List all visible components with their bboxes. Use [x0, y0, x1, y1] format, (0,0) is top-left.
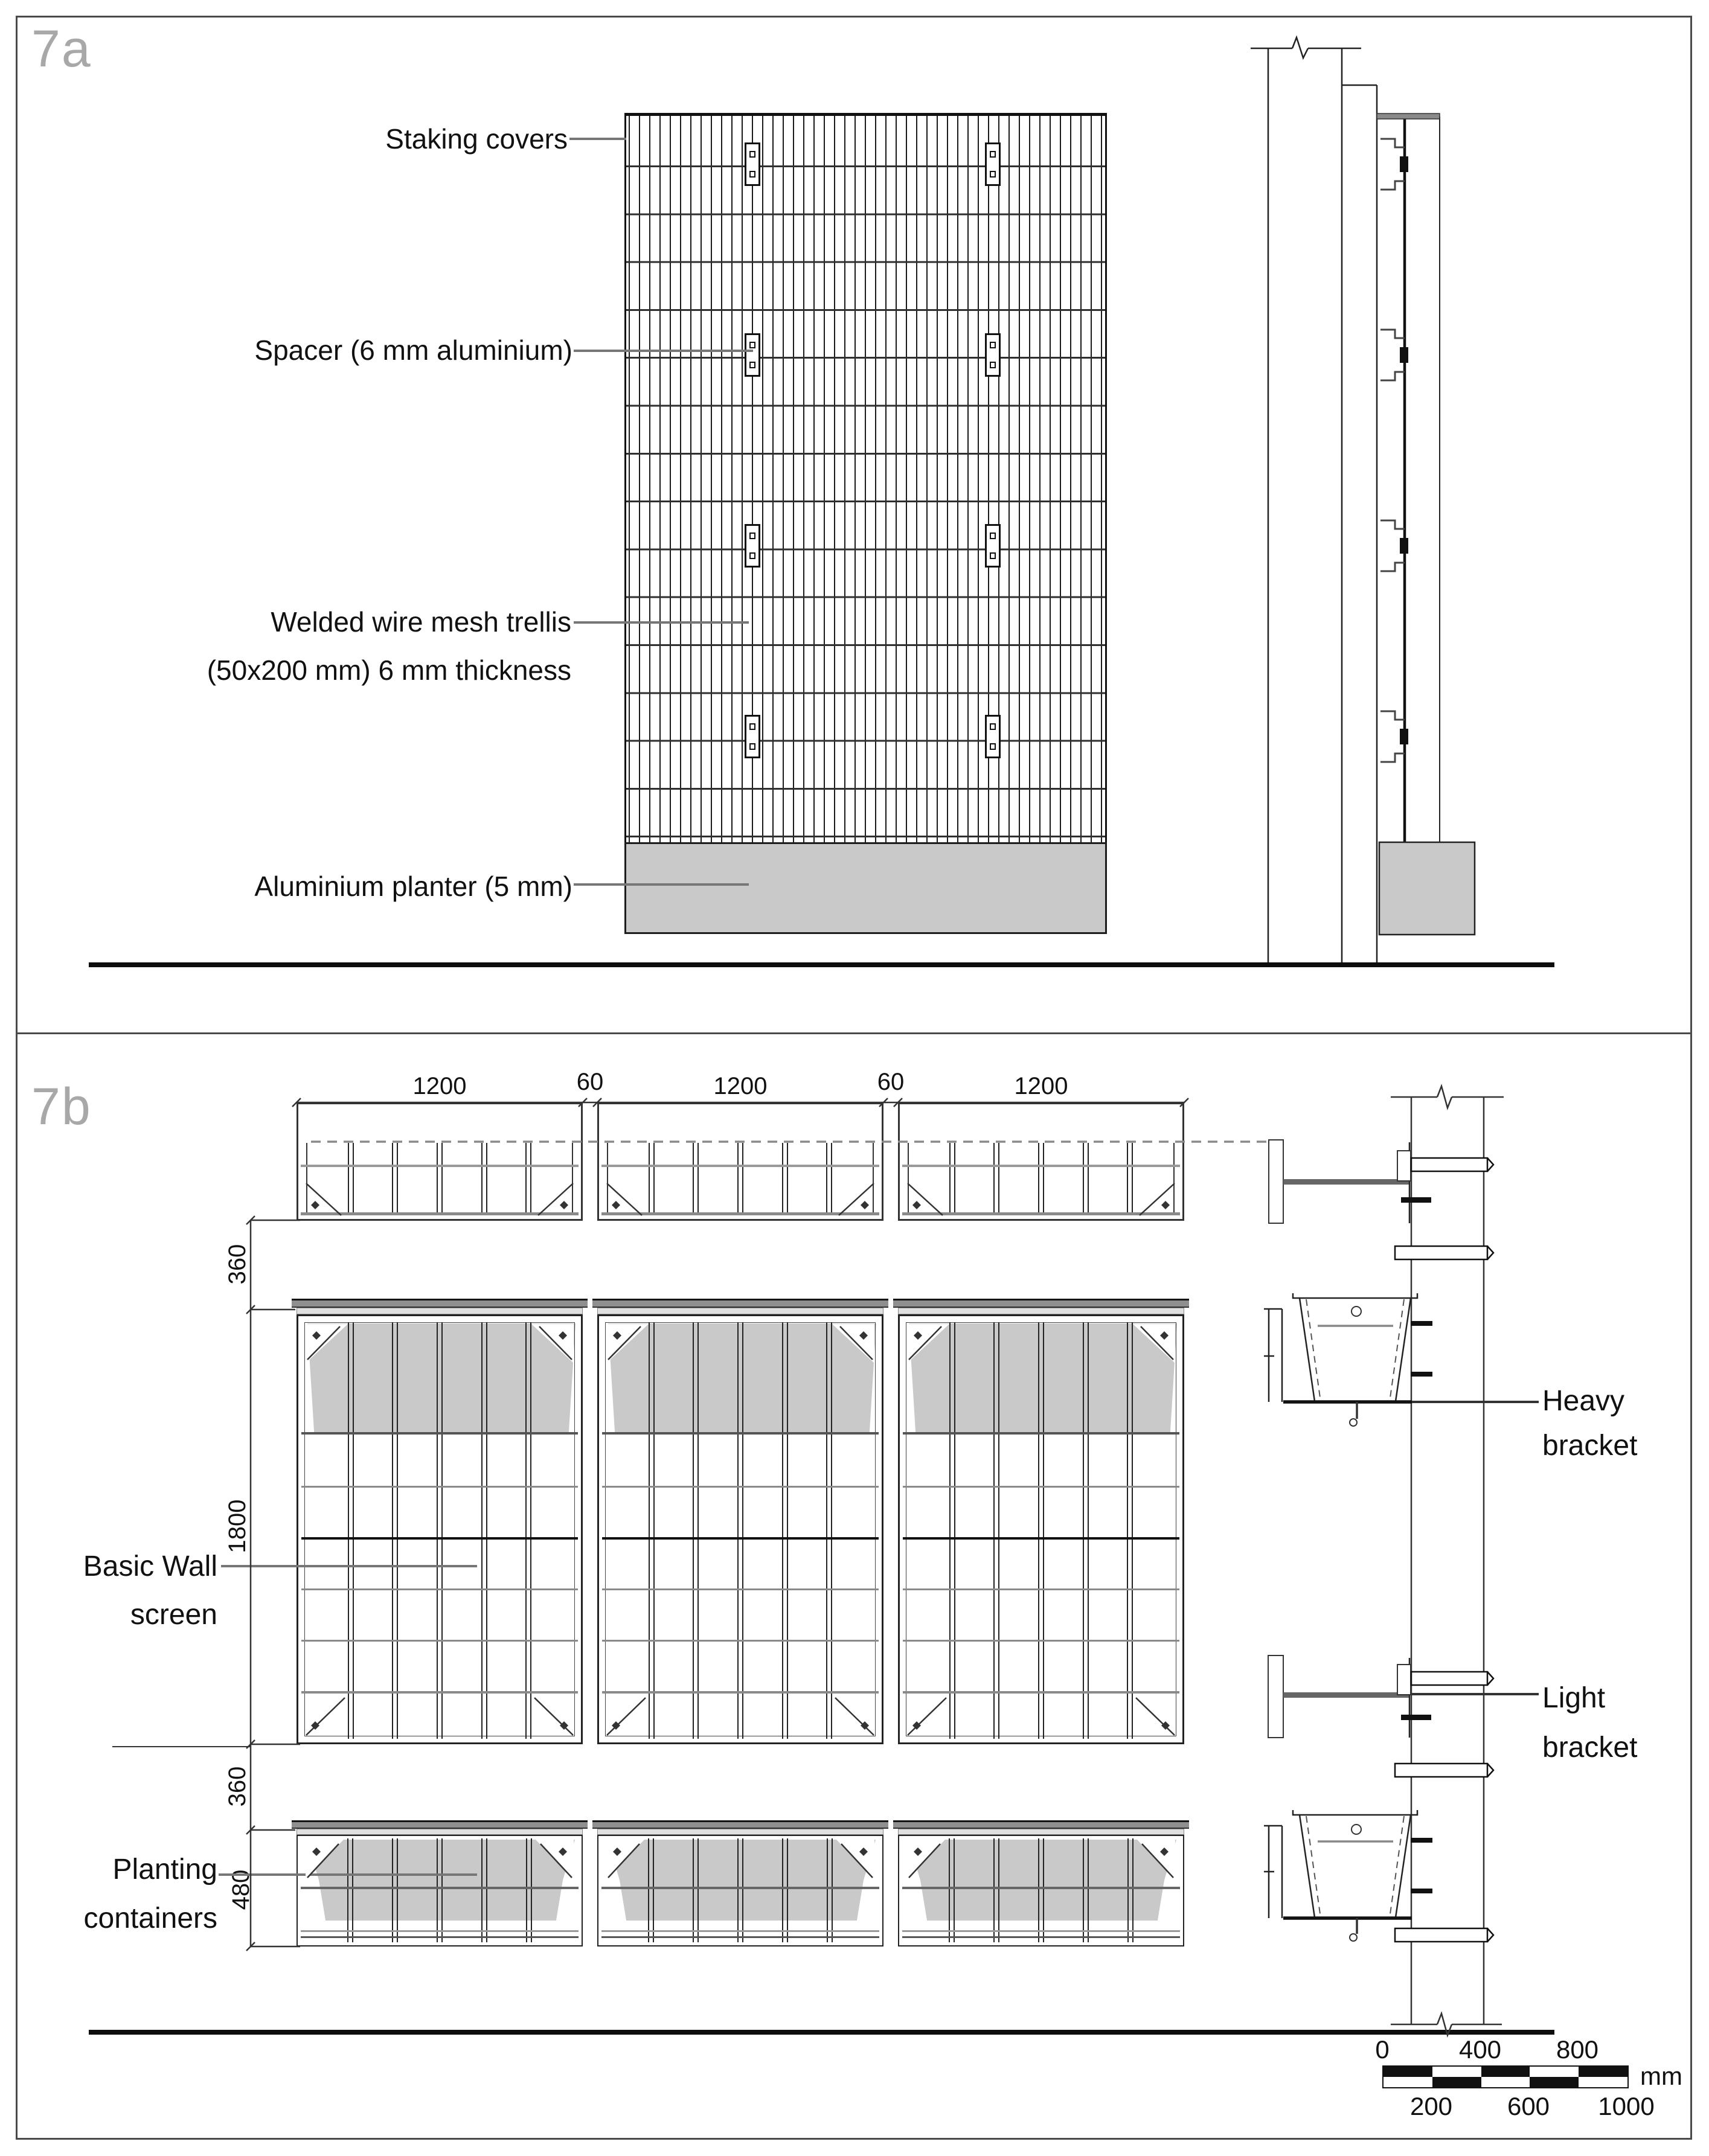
vertical-bar: [826, 1322, 832, 1739]
container-cap-rail: [592, 1820, 888, 1829]
clip-bolt: [990, 362, 996, 368]
dimension-bottom-offset: 360: [224, 1766, 251, 1807]
vertical-bar: [1083, 1838, 1089, 1942]
vertical-bar: [827, 1838, 833, 1942]
scale-bar: [1382, 2065, 1629, 2088]
dimension-screen-height: 1800: [224, 1499, 251, 1553]
screen-frame: [898, 1314, 1184, 1744]
grid-line: [301, 1887, 579, 1889]
strip-bottom-rail: [601, 1212, 879, 1215]
vertical-bar: [437, 1838, 443, 1942]
dimension-module-width: 1200: [713, 1073, 768, 1099]
label-planting-containers-line2: containers: [83, 1902, 217, 1934]
grid-line: [602, 1432, 879, 1435]
container-cap-rail: [292, 1299, 588, 1308]
dimension-top-offset: 360: [224, 1244, 251, 1285]
clip-bolt: [990, 342, 996, 348]
vertical-bar: [782, 1322, 788, 1739]
grid-line: [602, 1486, 879, 1488]
grid-line: [902, 1930, 1180, 1932]
label-mesh-trellis-line2: (50x200 mm) 6 mm thickness: [207, 654, 571, 686]
vertical-bar: [826, 1143, 832, 1215]
vertical-bar: [437, 1322, 443, 1739]
basic-wall-screen-module: [592, 1299, 888, 1744]
planting-container-module: [893, 1820, 1189, 1946]
vertical-bar: [437, 1143, 443, 1215]
scale-unit: mm: [1640, 2062, 1682, 2090]
grid-line: [902, 1887, 1180, 1889]
container-sub-rail: [597, 1308, 883, 1314]
strip-rail: [902, 1165, 1180, 1167]
dimension-container-height: 480: [228, 1869, 254, 1910]
basic-wall-screen-module: [292, 1299, 588, 1744]
clip-bolt: [749, 552, 755, 559]
vertical-bar: [1083, 1143, 1089, 1215]
strip-bottom-rail: [902, 1212, 1180, 1215]
clip-bolt: [990, 552, 996, 559]
strip-rail: [601, 1165, 879, 1167]
vertical-bar: [1127, 1322, 1133, 1739]
basic-wall-screen-module: [893, 1299, 1189, 1744]
vertical-bar: [993, 1838, 999, 1942]
container-sub-rail: [898, 1829, 1184, 1835]
vertical-bar: [782, 1838, 788, 1942]
vertical-bar: [1127, 1143, 1133, 1215]
strip-rail: [301, 1165, 579, 1167]
grid-line: [903, 1537, 1179, 1540]
grid-line: [602, 1640, 879, 1642]
strip-vertical-bars: [908, 1143, 1175, 1215]
vertical-bar: [693, 1322, 699, 1739]
clip-bolt: [990, 533, 996, 539]
vertical-bar: [348, 1143, 354, 1215]
mesh-horizontal-wires: [626, 165, 1105, 842]
grid-line: [301, 1537, 578, 1540]
spacer-clip: [745, 142, 760, 186]
vertical-bar: [392, 1143, 398, 1215]
vertical-bar: [993, 1322, 999, 1739]
scale-label-200: 200: [1409, 2092, 1453, 2120]
grid-line: [301, 1936, 579, 1938]
scale-label-800: 800: [1556, 2035, 1599, 2064]
vertical-bar: [392, 1838, 398, 1942]
vertical-bar: [1038, 1322, 1044, 1739]
vertical-bar: [1038, 1838, 1044, 1942]
clip-bolt: [990, 151, 996, 158]
clip-bolt: [749, 342, 755, 348]
screen-vertical-bars: [306, 1322, 573, 1739]
panel-divider-line: [16, 1032, 1692, 1034]
grid-line: [903, 1432, 1179, 1435]
grid-line: [301, 1640, 578, 1642]
vertical-bar: [525, 1143, 531, 1215]
container-vertical-bars: [606, 1838, 874, 1942]
scale-label-600: 600: [1507, 2092, 1550, 2120]
screen-vertical-bars: [607, 1322, 874, 1739]
vertical-bar: [526, 1838, 532, 1942]
label-planting-containers-line1: Planting: [112, 1854, 217, 1886]
mesh-trellis-front-view: [624, 113, 1107, 842]
spacer-clip: [985, 715, 1001, 758]
label-aluminium-planter: Aluminium planter (5 mm): [254, 871, 572, 902]
screen-frame: [597, 1314, 883, 1744]
spacer-clip: [745, 715, 760, 758]
label-mesh-trellis-line1: Welded wire mesh trellis: [271, 606, 571, 638]
vertical-bar: [481, 1322, 487, 1739]
grid-line: [301, 1486, 578, 1488]
spacer-clip: [985, 142, 1001, 186]
clip-bolt: [749, 151, 755, 158]
vertical-bar: [737, 1143, 743, 1215]
vertical-bar: [648, 1838, 654, 1942]
screen-vertical-bars: [908, 1322, 1175, 1739]
spacer-clip: [745, 333, 760, 377]
vertical-bar: [348, 1322, 354, 1739]
vertical-bar: [782, 1143, 788, 1215]
dimension-module-width: 1200: [1014, 1073, 1068, 1099]
dimension-module-gap: 60: [576, 1069, 604, 1095]
vertical-bar: [347, 1838, 353, 1942]
container-sub-rail: [297, 1308, 583, 1314]
spacer-clip: [985, 524, 1001, 568]
figure-7a-label: 7a: [31, 20, 92, 78]
clip-bolt: [990, 723, 996, 730]
ground-line-7a: [89, 962, 1554, 967]
strip-vertical-bars: [607, 1143, 874, 1215]
screen-top-strip-module: [898, 1102, 1184, 1221]
grid-line: [301, 1930, 579, 1932]
vertical-bar: [392, 1322, 398, 1739]
container-vertical-bars: [306, 1838, 574, 1942]
ground-line-7b: [89, 2030, 1554, 2035]
vertical-bar: [649, 1322, 655, 1739]
vertical-bar: [481, 1143, 487, 1215]
container-frame: [297, 1835, 583, 1946]
container-sub-rail: [297, 1829, 583, 1835]
screen-frame: [297, 1314, 583, 1744]
container-sub-rail: [597, 1829, 883, 1835]
vertical-bar: [993, 1143, 999, 1215]
clip-bolt: [749, 533, 755, 539]
clip-bolt: [749, 171, 755, 178]
vertical-bar: [949, 1838, 955, 1942]
grid-line: [903, 1486, 1179, 1488]
vertical-bar: [1038, 1143, 1044, 1215]
container-vertical-bars: [907, 1838, 1175, 1942]
planting-container-module: [592, 1820, 888, 1946]
grid-line: [602, 1588, 879, 1590]
grid-line: [903, 1691, 1179, 1694]
scale-label-400: 400: [1458, 2035, 1502, 2064]
clip-bolt: [749, 723, 755, 730]
label-basic-wall-screen-line1: Basic Wall: [83, 1550, 217, 1582]
container-frame: [597, 1835, 883, 1946]
grid-line: [602, 1537, 879, 1540]
vertical-bar: [649, 1143, 655, 1215]
label-heavy-bracket-line1: Heavy: [1542, 1385, 1625, 1417]
container-cap-rail: [893, 1299, 1189, 1308]
clip-bolt: [990, 171, 996, 178]
grid-line: [301, 1691, 578, 1694]
grid-line: [602, 1691, 879, 1694]
label-heavy-bracket-line2: bracket: [1542, 1430, 1638, 1462]
grid-line: [601, 1887, 879, 1889]
vertical-bar: [525, 1322, 531, 1739]
screen-top-strip-module: [597, 1102, 883, 1221]
grid-line: [902, 1936, 1180, 1938]
label-spacer: Spacer (6 mm aluminium): [254, 334, 572, 366]
container-sub-rail: [898, 1308, 1184, 1314]
vertical-bar: [1127, 1838, 1133, 1942]
scale-label-1000: 1000: [1598, 2092, 1655, 2120]
grid-line: [301, 1588, 578, 1590]
vertical-bar: [1083, 1322, 1089, 1739]
grid-line: [903, 1588, 1179, 1590]
vertical-bar: [737, 1322, 743, 1739]
spacer-clip: [745, 524, 760, 568]
strip-bottom-rail: [301, 1212, 579, 1215]
container-cap-rail: [893, 1820, 1189, 1829]
clip-bolt: [749, 362, 755, 368]
screen-top-strip-module: [297, 1102, 583, 1221]
vertical-bar: [693, 1143, 699, 1215]
grid-line: [903, 1640, 1179, 1642]
strip-vertical-bars: [306, 1143, 573, 1215]
figure-7b-label: 7b: [31, 1078, 92, 1136]
vertical-bar: [481, 1838, 487, 1942]
container-cap-rail: [592, 1299, 888, 1308]
grid-line: [301, 1432, 578, 1435]
label-light-bracket-line1: Light: [1542, 1682, 1606, 1714]
label-staking-covers: Staking covers: [385, 123, 568, 155]
vertical-bar: [949, 1322, 955, 1739]
label-light-bracket-line2: bracket: [1542, 1732, 1638, 1764]
spacer-clip: [985, 333, 1001, 377]
vertical-bar: [737, 1838, 743, 1942]
label-basic-wall-screen-line2: screen: [130, 1599, 217, 1631]
vertical-bar: [949, 1143, 955, 1215]
planting-container-module: [292, 1820, 588, 1946]
vertical-bar: [693, 1838, 699, 1942]
aluminium-planter-front: [624, 842, 1107, 934]
grid-line: [601, 1936, 879, 1938]
scale-label-0: 0: [1375, 2035, 1390, 2064]
dimension-module-width: 1200: [412, 1073, 467, 1099]
container-cap-rail: [292, 1820, 588, 1829]
clip-bolt: [749, 743, 755, 750]
clip-bolt: [990, 743, 996, 750]
container-frame: [898, 1835, 1184, 1946]
grid-line: [601, 1930, 879, 1932]
dimension-module-gap: 60: [877, 1069, 905, 1095]
